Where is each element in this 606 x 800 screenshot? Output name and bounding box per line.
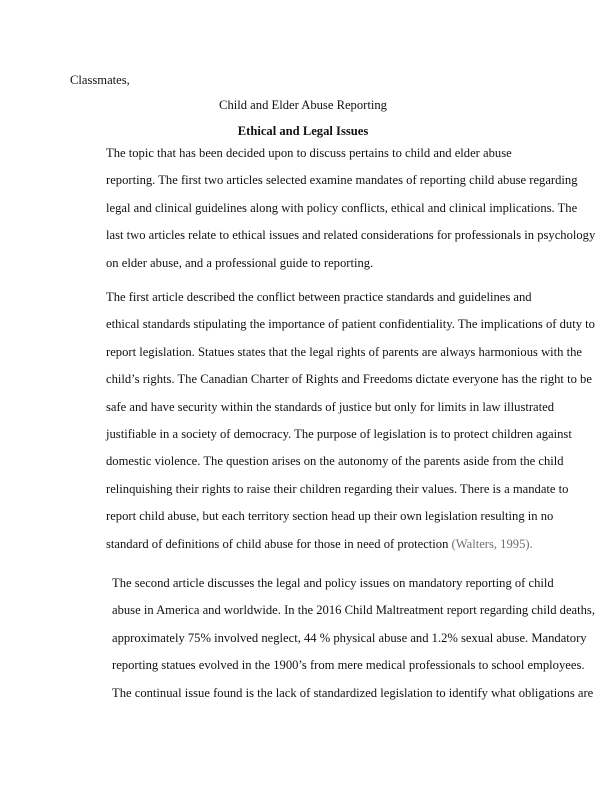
paragraph-1	[70, 140, 596, 277]
paragraph-line: safe and have security within the standards of justice but only for limits in law illustrated	[106, 399, 555, 414]
paragraph-line: approximately 75% involved neglect, 44 % physical abuse and 1.2% sexual abuse. Mandatory	[112, 630, 587, 645]
paragraph-line: The continual issue found is the lack of standardized legislation to identify what obligations are	[112, 685, 594, 700]
paragraph-line: legal and clinical guidelines along with policy conflicts, ethical and clinical implications. The	[106, 200, 578, 215]
paragraph-line-text: standard of definitions of child abuse for those in need of protection	[106, 536, 452, 551]
document-title: Child and Elder Abuse Reporting	[219, 98, 387, 112]
paragraph-line: on elder abuse, and a professional guide to reporting.	[106, 255, 374, 270]
paragraph-line: reporting statues evolved in the 1900’s from mere medical professionals to school employees.	[112, 658, 585, 673]
paragraph-2	[70, 284, 595, 558]
paragraph-line: report legislation. Statues states that the legal rights of parents are always harmonious with the	[106, 344, 582, 359]
paragraph-line: last two articles relate to ethical issues and related considerations for professionals in psychology	[106, 228, 596, 243]
paragraph-line: The topic that has been decided upon to discuss pertains to child and elder abuse	[106, 146, 512, 160]
paragraph-line: child’s rights. The Canadian Charter of Rights and Freedoms dictate everyone has the right to be	[106, 372, 592, 387]
greeting: Classmates,	[70, 73, 130, 87]
paragraph-line: relinquishing their rights to raise their children regarding their values. There is a mandate to	[106, 481, 569, 496]
paragraph-line: abuse in America and worldwide. In the 2016 Child Maltreatment report regarding child deaths,	[112, 603, 595, 618]
paragraph-line: The second article discusses the legal and policy issues on mandatory reporting of child	[112, 576, 554, 590]
paragraph-line: The first article described the conflict between practice standards and guidelines and	[106, 290, 532, 304]
paragraph-line: report child abuse, but each territory section head up their own legislation resulting in no	[106, 509, 554, 524]
paragraph-line: domestic violence. The question arises on the autonomy of the parents aside from the child	[106, 454, 564, 469]
paragraph-line: justifiable in a society of democracy. The purpose of legislation is to protect children against	[106, 427, 572, 442]
paragraph-3	[70, 570, 595, 707]
document-subtitle: Ethical and Legal Issues	[237, 124, 369, 138]
citation: (Walters, 1995).	[451, 536, 533, 551]
paragraph-line: reporting. The first two articles selected examine mandates of reporting child abuse regarding	[106, 173, 578, 188]
paragraph-line-with-citation	[70, 531, 540, 558]
paragraph-line: ethical standards stipulating the importance of patient confidentiality. The implications of duty to	[106, 317, 595, 332]
